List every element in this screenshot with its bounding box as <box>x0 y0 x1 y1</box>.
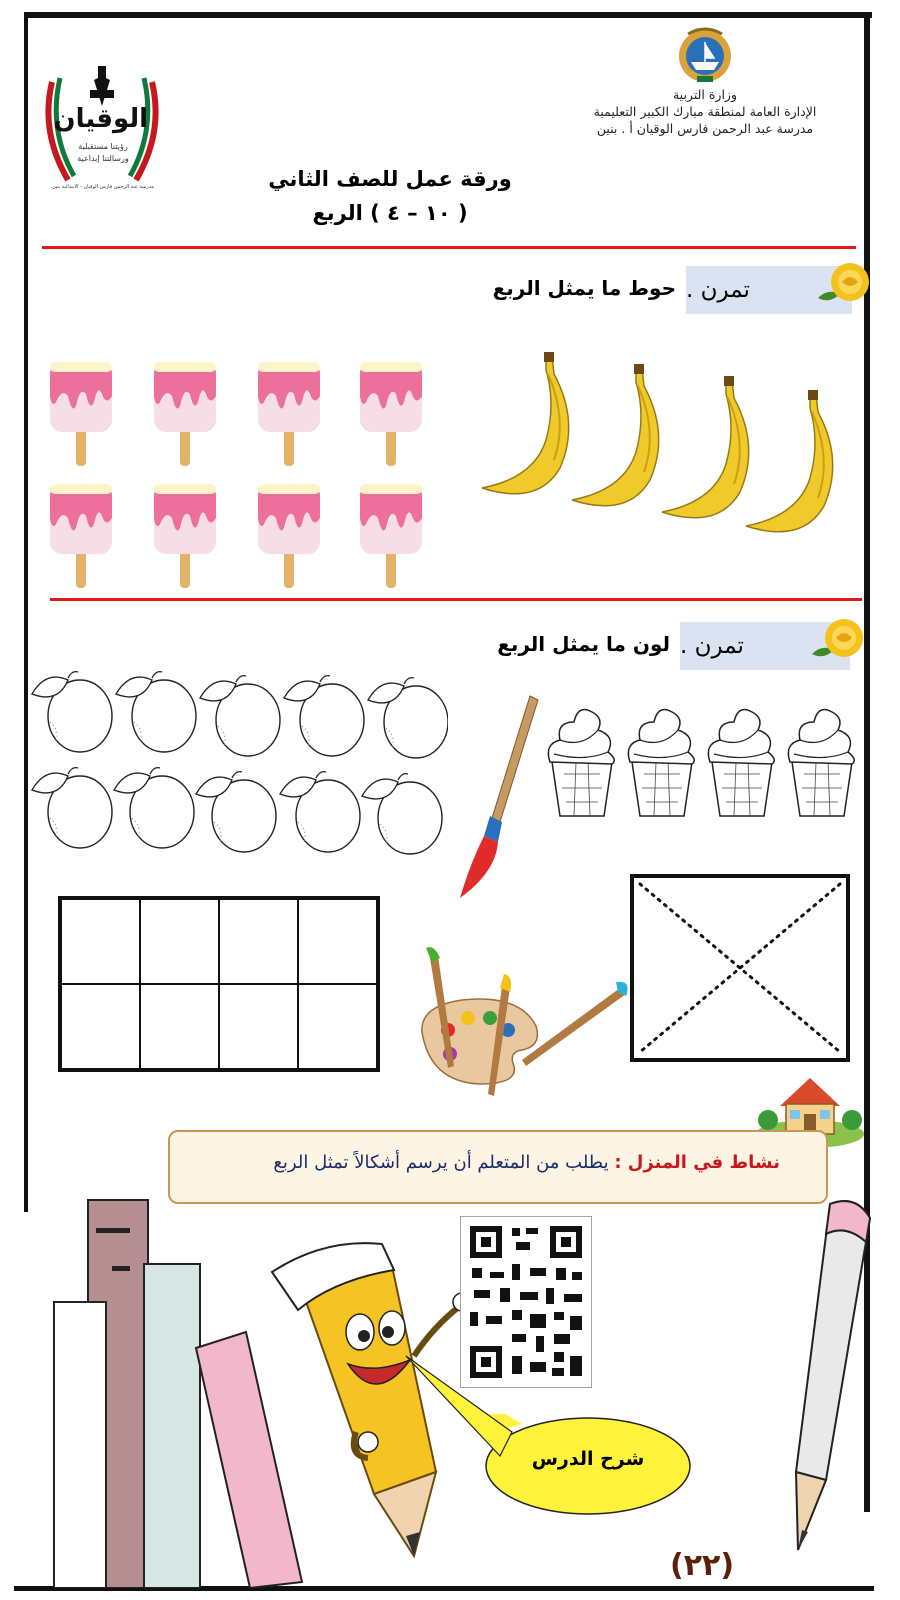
exercise1-label-text: تمرن . <box>686 277 750 303</box>
ministry-header <box>560 24 850 137</box>
grid-cell[interactable] <box>298 984 377 1069</box>
home-activity-text <box>190 1152 780 1173</box>
worksheet-title-line1: ورقة عمل للصف الثاني <box>268 167 512 191</box>
grid-cell[interactable] <box>140 899 219 984</box>
section-divider-2 <box>50 598 862 601</box>
yellow-rose-icon <box>814 258 876 308</box>
quarter-grid-shape <box>58 896 380 1072</box>
popsicle-group <box>46 358 426 594</box>
page-number: (٢٢) <box>669 1548 735 1583</box>
grid-cell[interactable] <box>61 984 140 1069</box>
pencil-illustration <box>786 1190 880 1560</box>
square-dotted-diagonals-shape <box>630 874 850 1062</box>
worksheet-title <box>240 162 540 230</box>
exercise2-instruction: لون ما يمثل الربع <box>497 632 670 656</box>
directorate-name: الإدارة العامة لمنطقة مبارك الكبير التعليمية <box>593 104 817 119</box>
kuwait-emblem-icon <box>674 24 736 86</box>
yellow-rose-icon-2 <box>808 614 870 664</box>
home-activity-body: يطلب من المتعلم أن يرسم أشكالاً تمثل الربع <box>273 1152 609 1173</box>
banana-group <box>476 346 868 560</box>
logo-name: الوقيان <box>53 104 148 134</box>
logo-tagline-1: رؤيتنا مستقبلية <box>78 142 128 151</box>
paintbrush-icon <box>456 692 544 902</box>
page-border-top <box>26 12 872 18</box>
paint-palette-icon <box>410 946 632 1106</box>
grid-cell[interactable] <box>219 899 298 984</box>
ministry-name: وزارة التربية <box>672 87 737 102</box>
ice-cream-cone-group <box>546 700 858 822</box>
grid-cell[interactable] <box>61 899 140 984</box>
lemon-outline-group <box>28 664 448 860</box>
school-name: مدرسة عبد الرحمن فارس الوقيان أ . بنين <box>596 121 814 136</box>
section-divider <box>42 246 856 249</box>
logo-tagline-2: ورسالتنا إبداعية <box>77 154 129 163</box>
exercise2-label-text: تمرن . <box>680 633 744 659</box>
page-border-left <box>24 12 28 1212</box>
exercise1-instruction: حوط ما يمثل الربع <box>492 276 676 300</box>
grid-cell[interactable] <box>140 984 219 1069</box>
grid-cell[interactable] <box>298 899 377 984</box>
worksheet-title-line2: ( ١٠ – ٤ ) الربع <box>312 201 468 225</box>
logo-school-line: مدرسة عبد الرحمن فارس الوقيان - الابتدائية بنين <box>51 184 155 190</box>
lesson-explanation-label[interactable]: شرح الدرس <box>531 1448 645 1470</box>
speech-bubble-tail <box>404 1352 514 1462</box>
grid-cell[interactable] <box>219 984 298 1069</box>
home-activity-title: نشاط في المنزل : <box>614 1152 780 1173</box>
